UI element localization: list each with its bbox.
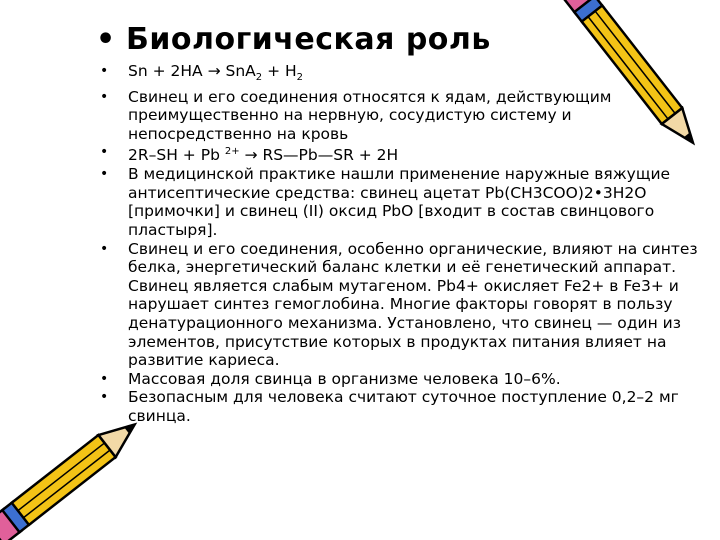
list-item-daily-intake: • Безопасным для человека считают суточное поступление 0,2–2 мг свинца. — [100, 388, 700, 425]
slide-title — [96, 22, 491, 57]
list-item-mass-fraction: • Массовая доля свинца в организме человека 10–6%. — [100, 370, 700, 389]
reaction-1-part-c: + H — [262, 62, 297, 80]
list-item-medical-use: • В медицинской практике нашли применение наружные вяжущие антисептические средства: свинец ацетат Pb(CH3COO)2•3H2O [примочки] и свинец (II) оксид PbO [входит в состав свинцового пластыря]. — [100, 165, 700, 239]
list-item-toxicity: • Свинец и его соединения относятся к ядам, действующим преимущественно на нервную, сосудистую систему и непосредственно на кровь — [100, 88, 700, 144]
reaction-2-part-b: RS—Pb—SR + 2H — [262, 146, 399, 165]
title-bullet: • — [96, 22, 116, 57]
reaction-1-part-b: SnA — [220, 62, 256, 80]
arrow-icon: → — [239, 146, 263, 165]
slide-title-text: Биологическая роль — [126, 22, 491, 57]
reaction-2-part-a: 2R–SH + Pb — [128, 146, 225, 165]
arrow-icon: → — [207, 62, 221, 80]
subscript: 2 — [296, 72, 304, 84]
reaction-1-part-a: Sn + 2HA — [128, 62, 208, 80]
superscript: 2+ — [224, 146, 240, 158]
list-item-effects: • Свинец и его соединения, особенно органические, влияют на синтез белка, энергетический баланс клетки и её генетический аппарат. Свинец является слабым мутагеном. Pb4+ окисляет Fe2+ в Fe3+ и нарушает синтез гемоглобина. Многие факторы говорят в пользу денатурационного механизма. Установлено, что свинец — один из элементов, присутствие которых в продуктах питания влияет на развитие кариеса. — [100, 240, 700, 370]
subscript: 2 — [255, 72, 263, 84]
pencil-icon — [0, 405, 160, 540]
pencil-icon — [560, 0, 720, 150]
